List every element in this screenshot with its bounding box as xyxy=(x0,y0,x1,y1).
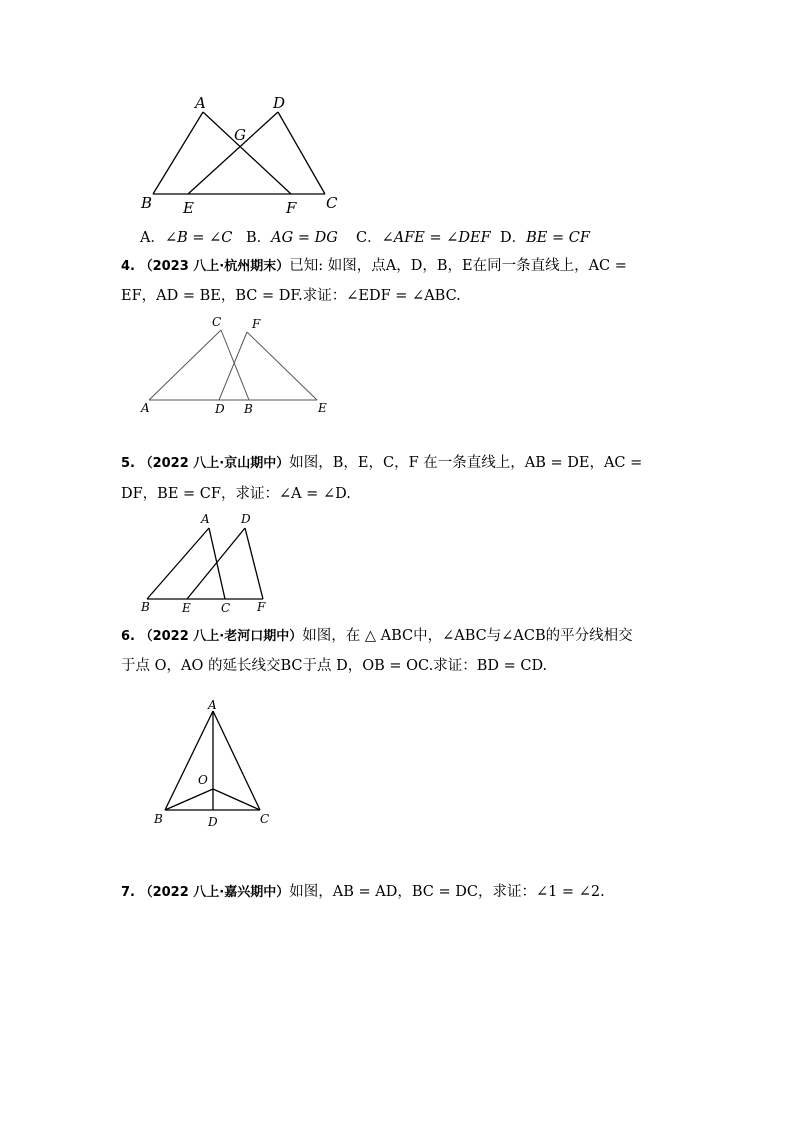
q4-line-1 xyxy=(121,256,627,277)
q4-label-f: F xyxy=(252,317,261,331)
q7-source: （2022 八上·嘉兴期中） xyxy=(139,885,290,900)
q3-segment-ed xyxy=(188,112,278,194)
q3-label-g: G xyxy=(234,126,246,144)
q3-label-d: D xyxy=(273,94,286,112)
q5-label-e: E xyxy=(182,601,191,615)
q6-segment-ob xyxy=(165,789,213,810)
q5-source: （2022 八上·京山期中） xyxy=(139,456,290,471)
q7-number: 7. xyxy=(121,885,135,900)
q3-segment-dc xyxy=(278,112,325,194)
q3-segment-af xyxy=(203,112,291,194)
q5-figure xyxy=(135,508,285,618)
q3-label-b: B xyxy=(141,194,153,212)
q5-label-f: F xyxy=(257,600,266,614)
q6-segment-oc xyxy=(213,789,260,810)
q4-label-e: E xyxy=(318,401,327,415)
q6-label-c: C xyxy=(260,812,270,826)
q6-label-b: B xyxy=(154,812,163,826)
q7-text-line1: 如图，AB = AD，BC = DC，求证：∠1 = ∠2. xyxy=(289,884,605,900)
q5-line-1 xyxy=(121,453,642,474)
q4-text-line2: EF，AD = BE，BC = DF.求证：∠EDF = ∠ABC. xyxy=(121,288,461,304)
q6-segment-ab xyxy=(165,711,213,810)
q6-segment-ac xyxy=(213,711,260,810)
q3-option-a[interactable]: A．∠B = ∠C xyxy=(140,230,233,246)
q4-label-a: A xyxy=(141,401,150,415)
q5-text-line1: 如图，B，E，C，F 在一条直线上，AB = DE，AC = xyxy=(289,455,643,471)
q4-segment-cb xyxy=(221,330,249,400)
q5-segment-ac xyxy=(209,528,225,599)
q3-label-c: C xyxy=(326,194,338,212)
q6-text-line2: 于点 O，AO 的延长线交BC于点 D，OB = OC.求证：BD = CD. xyxy=(121,658,548,674)
q4-label-d: D xyxy=(215,402,225,416)
q6-label-o: O xyxy=(198,773,208,787)
q3-figure xyxy=(135,90,355,220)
q4-text-line1: 已知: 如图，点A，D，B，E在同一条直线上，AC = xyxy=(289,258,627,274)
q4-label-c: C xyxy=(212,315,222,329)
q3-segment-ab xyxy=(153,112,203,194)
q3-option-b[interactable]: B．AG = DG xyxy=(246,230,338,246)
q6-text-line1: 如图，在 △ ABC中，∠ABC与∠ACB的平分线相交 xyxy=(302,628,633,644)
q5-label-c: C xyxy=(221,601,231,615)
q5-segment-ed xyxy=(187,528,245,599)
q3-option-c[interactable]: C．∠AFE = ∠DEF xyxy=(356,230,491,246)
q6-line-2 xyxy=(121,656,547,676)
q3-label-e: E xyxy=(183,199,194,217)
q4-source: （2023 八上·杭州期末） xyxy=(139,259,290,274)
q4-segment-fe xyxy=(247,332,317,400)
q7-line-1 xyxy=(121,882,605,903)
q5-label-a: A xyxy=(201,512,210,526)
q5-label-b: B xyxy=(141,600,150,614)
q5-text-line2: DF，BE = CF，求证：∠A = ∠D. xyxy=(121,486,351,502)
q3-label-a: A xyxy=(195,94,206,112)
q3-option-d[interactable]: D．BE = CF xyxy=(500,230,590,246)
q5-segment-ba xyxy=(147,528,209,599)
q5-label-d: D xyxy=(241,512,251,526)
q6-number: 6. xyxy=(121,629,135,644)
q4-label-b: B xyxy=(244,402,253,416)
q4-figure xyxy=(135,312,345,422)
q6-source: （2022 八上·老河口期中） xyxy=(139,629,303,644)
q5-segment-df xyxy=(245,528,263,599)
q4-number: 4. xyxy=(121,259,135,274)
q6-figure xyxy=(145,695,285,835)
q5-number: 5. xyxy=(121,456,135,471)
q6-line-1 xyxy=(121,626,633,647)
q4-segment-df xyxy=(219,332,247,400)
q6-label-d: D xyxy=(208,815,218,829)
q4-line-2 xyxy=(121,286,461,306)
q6-label-a: A xyxy=(208,698,217,712)
q5-line-2 xyxy=(121,484,351,504)
q4-segment-ac xyxy=(149,330,221,400)
q3-label-f: F xyxy=(286,199,297,217)
